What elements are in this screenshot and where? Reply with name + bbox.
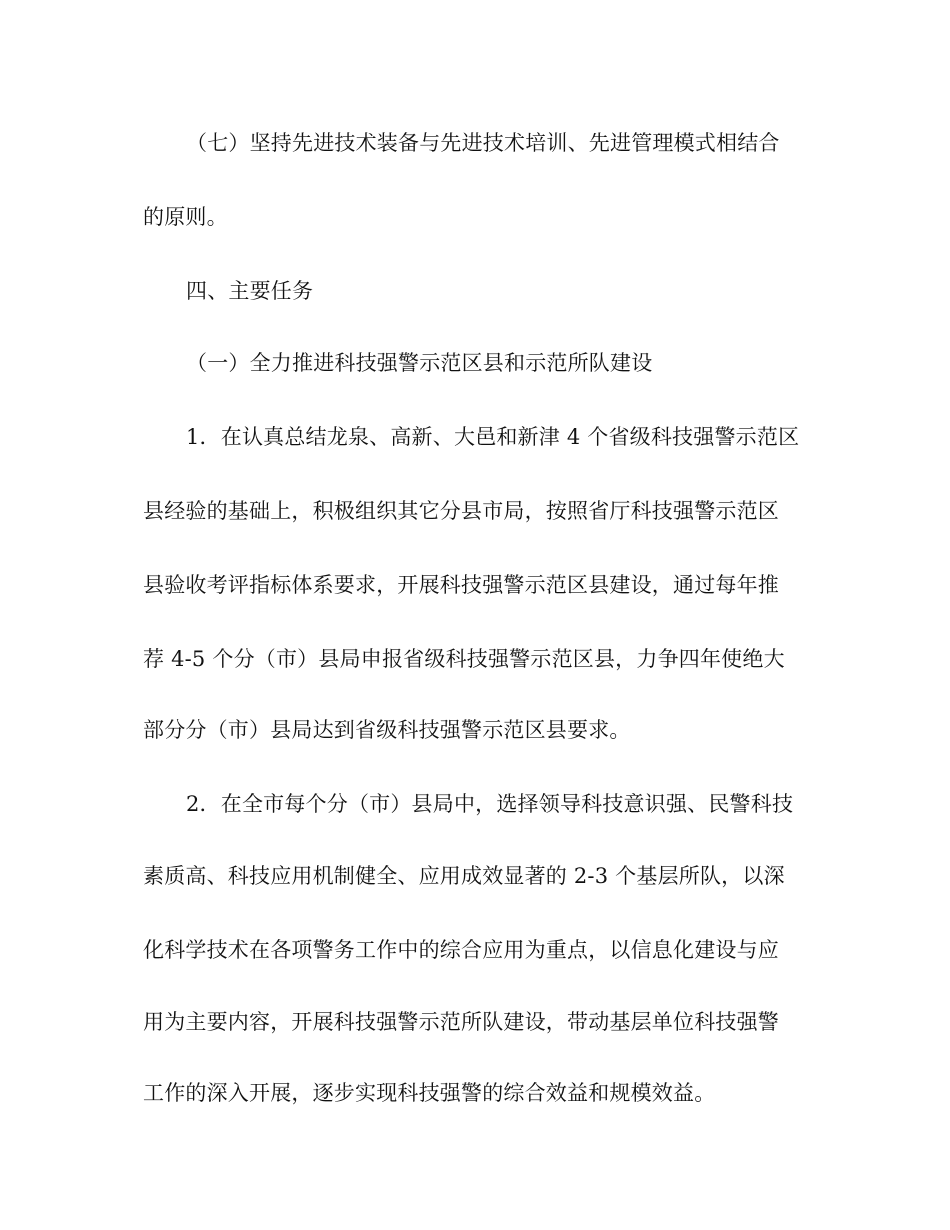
- section-heading: 四、主要任务: [186, 279, 314, 303]
- item-2-line-5: 工作的深入开展，逐步实现科技强警的综合效益和规模效益。: [143, 1081, 716, 1105]
- subsection-heading: （一）全力推进科技强警示范区县和示范所队建设: [186, 351, 653, 375]
- item-1-line-3: 县验收考评指标体系要求，开展科技强警示范区县建设，通过每年推: [143, 573, 779, 597]
- item-1-line-2: 县经验的基础上，积极组织其它分县市局，按照省厅科技强警示范区: [143, 499, 779, 523]
- item-2-line-1: 2．在全市每个分（市）县局中，选择领导科技意识强、民警科技: [186, 792, 794, 816]
- item-2-line-3: 化科学技术在各项警务工作中的综合应用为重点，以信息化建设与应: [143, 938, 779, 962]
- paragraph-7-line-2: 的原则。: [143, 205, 228, 229]
- paragraph-7-line-1: （七）坚持先进技术装备与先进技术培训、先进管理模式相结合: [186, 131, 780, 155]
- item-1-line-4: 荐 4-5 个分（市）县局申报省级科技强警示范区县，力争四年使绝大: [143, 647, 785, 671]
- item-2-line-2: 素质高、科技应用机制健全、应用成效显著的 2-3 个基层所队，以深: [143, 864, 785, 888]
- item-1-line-5: 部分分（市）县局达到省级科技强警示范区县要求。: [143, 718, 631, 742]
- item-1-line-1: 1．在认真总结龙泉、高新、大邑和新津 4 个省级科技强警示范区: [186, 425, 800, 449]
- item-2-line-4: 用为主要内容，开展科技强警示范所队建设，带动基层单位科技强警: [143, 1010, 779, 1034]
